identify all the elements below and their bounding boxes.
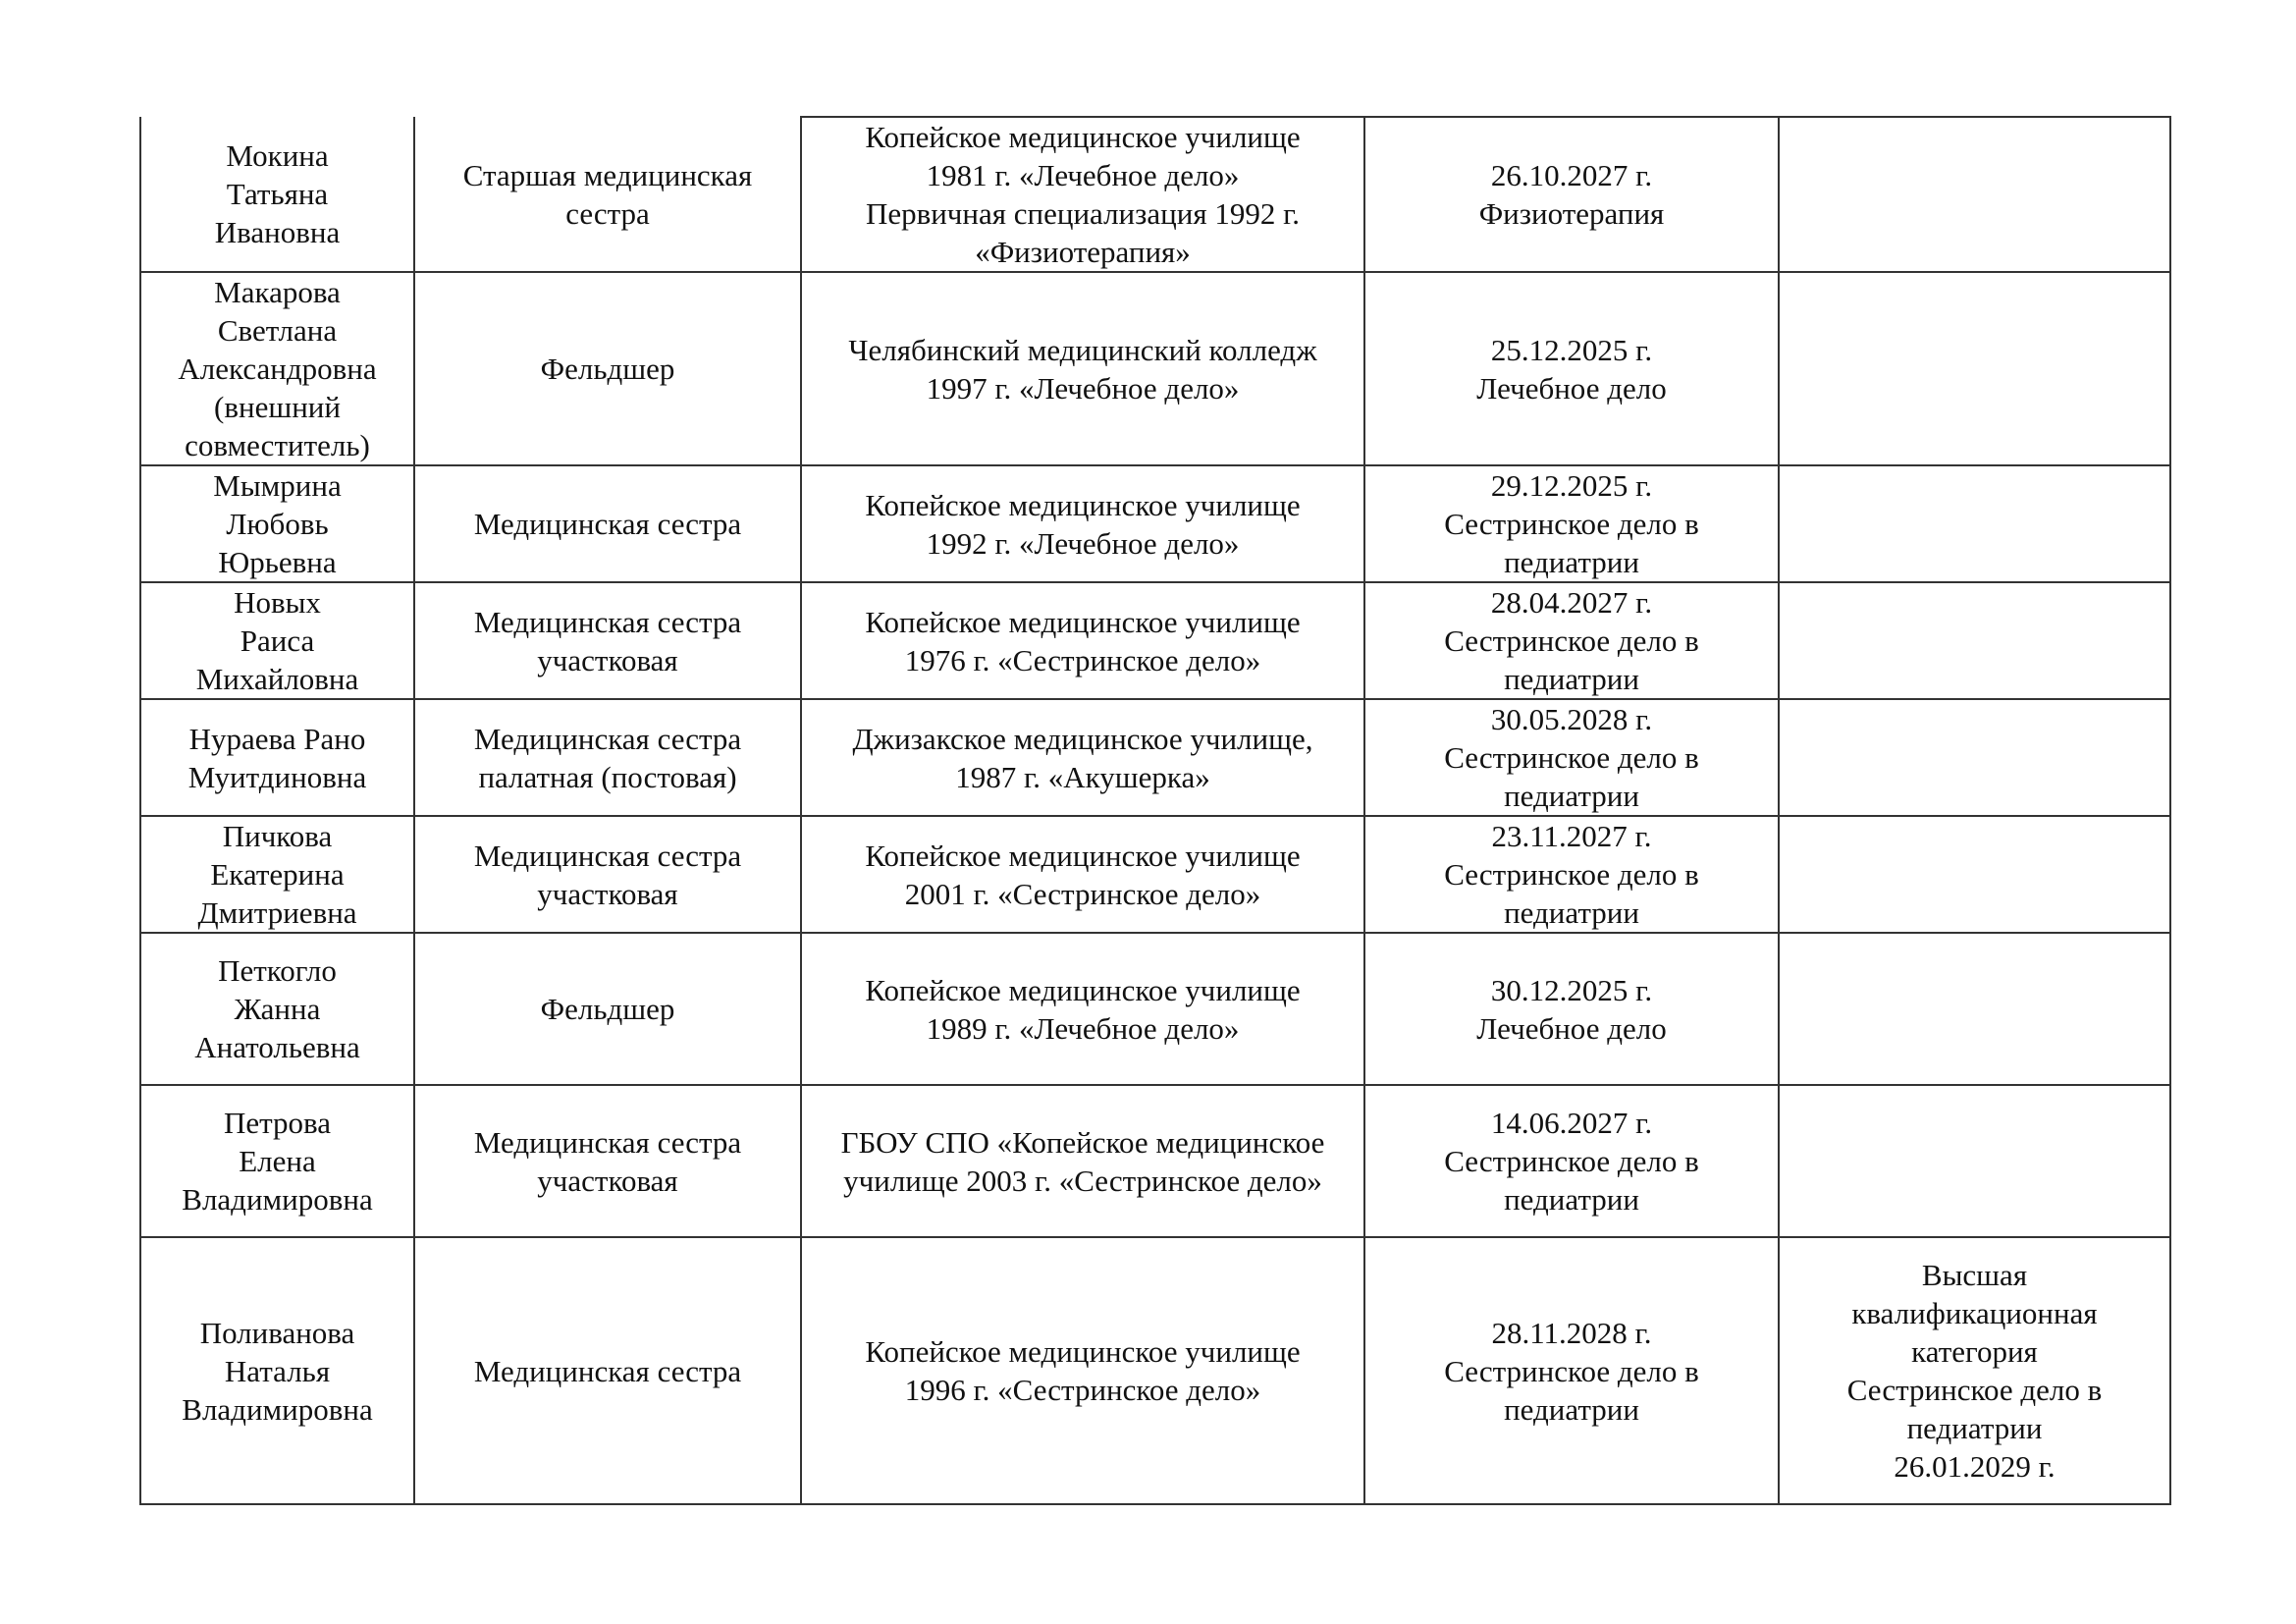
cell-text-line: Сестринское дело в bbox=[1444, 623, 1699, 658]
cell-text-line: «Физиотерапия» bbox=[975, 235, 1191, 269]
cell-text-line: палатная (постовая) bbox=[478, 759, 737, 794]
cell-text-line: 1992 г. «Лечебное дело» bbox=[926, 525, 1240, 561]
cell-text-line: педиатрии bbox=[1504, 1182, 1639, 1217]
certificate-cell bbox=[1364, 465, 1779, 582]
cell-text-line: Сестринское дело в bbox=[1444, 1144, 1699, 1178]
education-cell bbox=[801, 1237, 1364, 1504]
qualification-category-cell bbox=[1779, 272, 2170, 465]
table-row bbox=[140, 933, 2170, 1085]
cell-text-line: Жанна bbox=[234, 992, 321, 1026]
qualification-category-cell bbox=[1779, 582, 2170, 699]
education-cell bbox=[801, 117, 1364, 272]
cell-text-line: 30.12.2025 г. bbox=[1490, 972, 1653, 1007]
employee-name-cell bbox=[140, 816, 414, 933]
cell-text-line: Пичкова bbox=[222, 819, 333, 853]
position-cell bbox=[414, 117, 801, 272]
cell-text-line: Копейское медицинское училище bbox=[865, 838, 1301, 873]
qualification-category-cell bbox=[1779, 117, 2170, 272]
cell-text-line: Фельдшер bbox=[540, 992, 675, 1026]
cell-text-line: Дмитриевна bbox=[197, 895, 357, 930]
document-page bbox=[139, 116, 2169, 1505]
cell-text-line: участковая bbox=[537, 642, 678, 677]
cell-text-line: Поливанова bbox=[199, 1315, 355, 1350]
table-row bbox=[140, 816, 2170, 933]
cell-text-line: педиатрии bbox=[1504, 1391, 1639, 1427]
cell-text-line: 1987 г. «Акушерка» bbox=[955, 759, 1210, 794]
cell-text-line: Физиотерапия bbox=[1478, 196, 1665, 231]
cell-text-line: 1996 г. «Сестринское дело» bbox=[904, 1373, 1261, 1407]
position-cell bbox=[414, 1237, 801, 1504]
cell-text-line: Сестринское дело в bbox=[1444, 857, 1699, 892]
cell-text-line: 14.06.2027 г. bbox=[1490, 1106, 1653, 1140]
table-row bbox=[140, 272, 2170, 465]
cell-text-line: Старшая медицинская bbox=[462, 157, 753, 192]
cell-text-line: Копейское медицинское училище bbox=[865, 972, 1301, 1007]
employee-name-cell bbox=[140, 699, 414, 816]
cell-text-line: Владимировна bbox=[182, 1182, 373, 1217]
position-cell bbox=[414, 272, 801, 465]
employee-name-cell bbox=[140, 933, 414, 1085]
employee-name-cell bbox=[140, 1237, 414, 1504]
cell-text-line: участковая bbox=[537, 1163, 678, 1198]
cell-text-line: Медицинская сестра bbox=[473, 507, 742, 541]
position-cell bbox=[414, 816, 801, 933]
employee-name-cell bbox=[140, 272, 414, 465]
cell-text-line: категория bbox=[1911, 1334, 2038, 1369]
position-cell bbox=[414, 933, 801, 1085]
cell-text-line: Екатерина bbox=[210, 857, 345, 892]
employee-name-cell bbox=[140, 582, 414, 699]
cell-text-line: Елена bbox=[239, 1144, 316, 1178]
table-row bbox=[140, 1237, 2170, 1504]
cell-text-line: Фельдшер bbox=[540, 352, 675, 386]
cell-text-line: (внешний bbox=[214, 390, 341, 424]
education-cell bbox=[801, 1085, 1364, 1237]
cell-text-line: Владимировна bbox=[182, 1391, 373, 1427]
table-row bbox=[140, 1085, 2170, 1237]
cell-text-line: Светлана bbox=[217, 313, 338, 348]
table-row bbox=[140, 465, 2170, 582]
employee-name-cell bbox=[140, 117, 414, 272]
cell-text-line: Медицинская сестра bbox=[473, 604, 742, 639]
position-cell bbox=[414, 699, 801, 816]
qualification-category-cell bbox=[1779, 699, 2170, 816]
table-row bbox=[140, 582, 2170, 699]
cell-text-line: педиатрии bbox=[1504, 779, 1639, 813]
cell-text-line: Петкогло bbox=[218, 953, 337, 988]
cell-text-line: педиатрии bbox=[1504, 662, 1639, 696]
cell-text-line: Медицинская сестра bbox=[473, 721, 742, 756]
cell-text-line: 26.10.2027 г. bbox=[1490, 158, 1653, 192]
cell-text-line: Татьяна bbox=[226, 177, 329, 211]
cell-text-line: Нураева Рано bbox=[188, 721, 366, 756]
cell-text-line: ГБОУ СПО «Копейское медицинское bbox=[840, 1124, 1325, 1160]
certificate-cell bbox=[1364, 272, 1779, 465]
cell-text-line: 25.12.2025 г. bbox=[1490, 332, 1653, 367]
cell-text-line: Анатольевна bbox=[194, 1030, 360, 1064]
cell-text-line: 1976 г. «Сестринское дело» bbox=[904, 642, 1261, 677]
cell-text-line: сестра bbox=[565, 195, 650, 231]
cell-text-line: Копейское медицинское училище bbox=[865, 1334, 1301, 1369]
table-row bbox=[140, 117, 2170, 272]
education-cell bbox=[801, 465, 1364, 582]
cell-text-line: Сестринское дело в bbox=[1846, 1373, 2103, 1407]
cell-text-line: Лечебное дело bbox=[1476, 1010, 1667, 1046]
employee-name-cell bbox=[140, 465, 414, 582]
cell-text-line: 2001 г. «Сестринское дело» bbox=[904, 876, 1261, 911]
education-cell bbox=[801, 582, 1364, 699]
cell-text-line: Копейское медицинское училище bbox=[865, 120, 1301, 154]
certificate-cell bbox=[1364, 699, 1779, 816]
cell-text-line: 26.01.2029 г. bbox=[1894, 1449, 2056, 1484]
employee-name-cell bbox=[140, 1085, 414, 1237]
cell-text-line: Медицинская сестра bbox=[473, 1124, 742, 1160]
cell-text-line: Сестринское дело в bbox=[1444, 507, 1699, 541]
table-row bbox=[140, 699, 2170, 816]
position-cell bbox=[414, 465, 801, 582]
cell-text-line: Джизакское медицинское училище, bbox=[852, 721, 1313, 756]
cell-text-line: Макарова bbox=[214, 275, 341, 309]
qualification-category-cell bbox=[1779, 933, 2170, 1085]
cell-text-line: Раиса bbox=[240, 623, 315, 658]
education-cell bbox=[801, 272, 1364, 465]
cell-text-line: Копейское медицинское училище bbox=[865, 604, 1301, 639]
cell-text-line: Лечебное дело bbox=[1476, 370, 1667, 406]
cell-text-line: педиатрии bbox=[1504, 895, 1639, 930]
cell-text-line: Любовь bbox=[226, 507, 329, 541]
cell-text-line: Медицинская сестра bbox=[473, 838, 742, 873]
certificate-cell bbox=[1364, 1085, 1779, 1237]
cell-text-line: Сестринское дело в bbox=[1444, 1353, 1699, 1388]
cell-text-line: Медицинская сестра bbox=[473, 1353, 742, 1388]
cell-text-line: педиатрии bbox=[1504, 545, 1639, 579]
cell-text-line: участковая bbox=[537, 876, 678, 911]
qualification-category-cell bbox=[1779, 465, 2170, 582]
cell-text-line: совместитель) bbox=[185, 428, 370, 462]
position-cell bbox=[414, 582, 801, 699]
cell-text-line: 29.12.2025 г. bbox=[1490, 468, 1653, 503]
cell-text-line: Михайловна bbox=[195, 662, 359, 696]
cell-text-line: Высшая bbox=[1921, 1258, 2028, 1292]
certificate-cell bbox=[1364, 1237, 1779, 1504]
cell-text-line: 23.11.2027 г. bbox=[1491, 819, 1652, 853]
cell-text-line: квалификационная bbox=[1851, 1296, 2098, 1330]
education-cell bbox=[801, 933, 1364, 1085]
position-cell bbox=[414, 1085, 801, 1237]
cell-text-line: Наталья bbox=[224, 1353, 331, 1388]
cell-text-line: 1981 г. «Лечебное дело» bbox=[926, 158, 1240, 192]
education-cell bbox=[801, 699, 1364, 816]
cell-text-line: Муитдиновна bbox=[187, 759, 367, 794]
cell-text-line: Сестринское дело в bbox=[1444, 740, 1699, 775]
cell-text-line: 28.04.2027 г. bbox=[1490, 585, 1653, 620]
cell-text-line: 1989 г. «Лечебное дело» bbox=[926, 1010, 1240, 1046]
certificate-cell bbox=[1364, 816, 1779, 933]
cell-text-line: Петрова bbox=[223, 1106, 332, 1140]
staff-table-body bbox=[140, 117, 2170, 1504]
qualification-category-cell bbox=[1779, 1085, 2170, 1237]
cell-text-line: 28.11.2028 г. bbox=[1491, 1315, 1652, 1350]
qualification-category-cell bbox=[1779, 1237, 2170, 1504]
cell-text-line: Мымрина bbox=[213, 468, 342, 503]
cell-text-line: Александровна bbox=[178, 352, 377, 386]
cell-text-line: 30.05.2028 г. bbox=[1490, 702, 1653, 736]
certificate-cell bbox=[1364, 582, 1779, 699]
cell-text-line: училище 2003 г. «Сестринское дело» bbox=[843, 1163, 1322, 1198]
cell-text-line: Первичная специализация 1992 г. bbox=[865, 196, 1301, 231]
cell-text-line: Юрьевна bbox=[218, 545, 337, 579]
qualification-category-cell bbox=[1779, 816, 2170, 933]
cell-text-line: педиатрии bbox=[1906, 1411, 2043, 1445]
education-cell bbox=[801, 816, 1364, 933]
cell-text-line: Мокина bbox=[226, 138, 329, 173]
cell-text-line: 1997 г. «Лечебное дело» bbox=[926, 370, 1240, 406]
cell-text-line: Челябинский медицинский колледж bbox=[848, 332, 1317, 367]
certificate-cell bbox=[1364, 933, 1779, 1085]
cell-text-line: Ивановна bbox=[214, 215, 341, 249]
staff-table bbox=[139, 116, 2171, 1505]
cell-text-line: Копейское медицинское училище bbox=[865, 487, 1301, 522]
cell-text-line: Новых bbox=[234, 585, 321, 620]
certificate-cell bbox=[1364, 117, 1779, 272]
